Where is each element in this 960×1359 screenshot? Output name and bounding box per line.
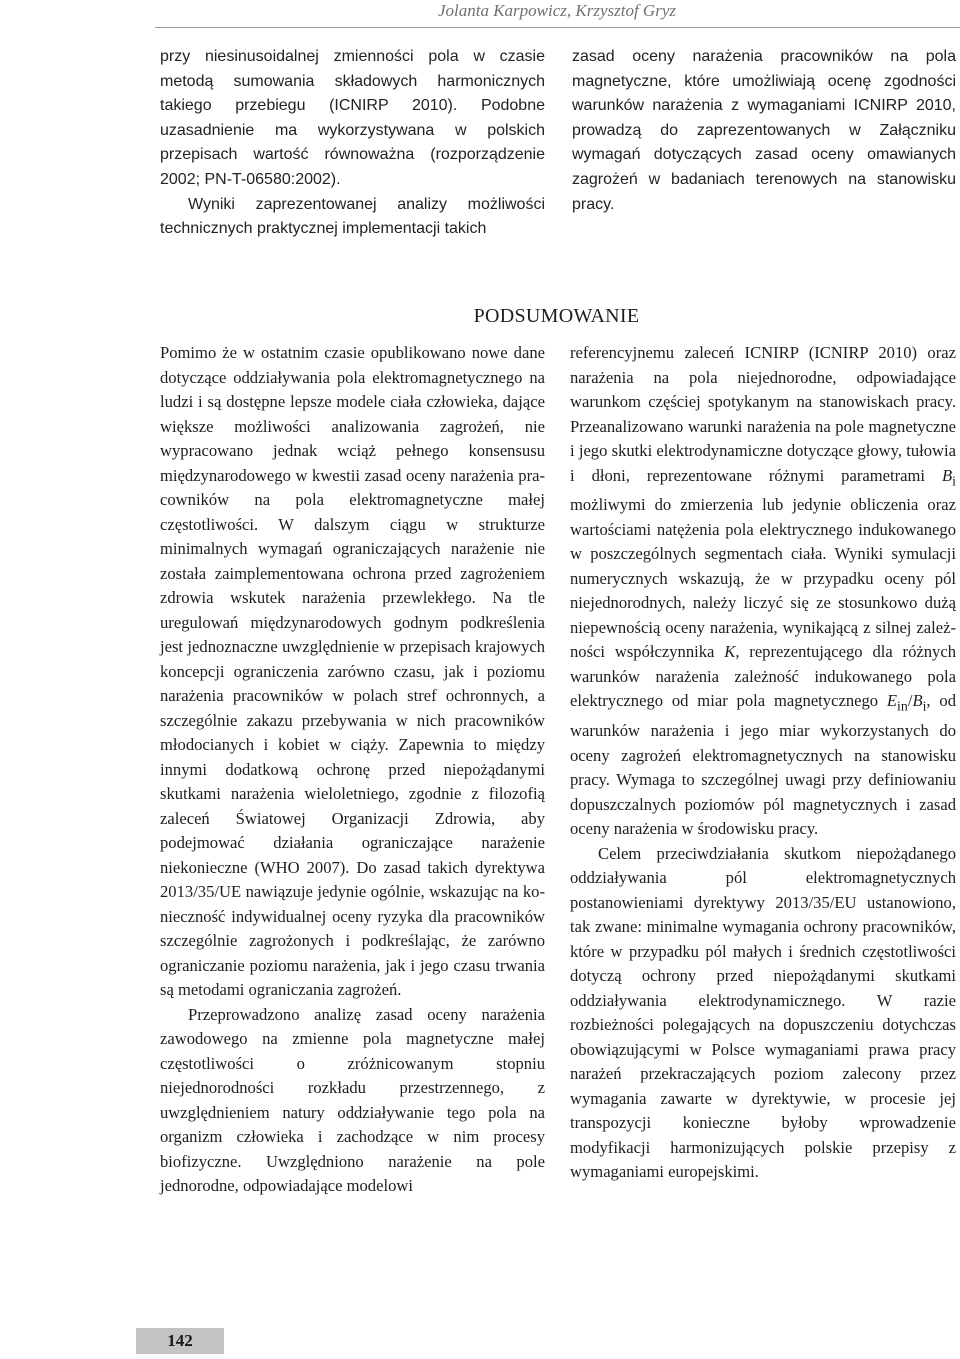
text-run: referencyjnemu zaleceń ICNIRP (ICNIRP 2010) oraz narażenia na pola niejednorodne, odpowiadające warunkom częściej spotykanym na stanowiskach pracy. Przeanalizowano warunki narażenia na pole magnetyczne i jego skutki elektrodynamiczne dotyczące głowy, tułowia i dłoni, reprezentowane różnymi parametrami — [570, 343, 956, 485]
text-run: , reprezentującego dla różnych warunków narażenia zależność indukowanego pola elektrycznego od miar pola magnetycznego — [570, 642, 956, 711]
text-run: możliwymi do zmierzenia lub jedynie obliczenia oraz wartościami natężenia pola elektrycznego indukowanego w poszczególnych segmentach ciała. Wyniki symulacji numerycznych wskazują, że w przypadku oceny pól niejednorodnych, należy liczyć się ze stosunkowo dużą niepewnością oceny narażenia, wynikającą z silnej zależności współczynnika — [570, 495, 956, 662]
bottom-left-column — [160, 341, 545, 1199]
top-right-paragraph-1: zasad oceny narażenia pracowników na pola magnetyczne, które umożliwiają ocenę zgodności warunków narażenia z wymaganiami ICNIRP 2010, prowadzą do zaprezentowanych w Załączniku wymagań dotyczących zasad oceny omawianych zagrożeń w badaniach terenowych na stanowisku pracy. — [572, 48, 956, 213]
text-run: , od warunków narażenia i jego miar wykorzystanych do oceny zagrożeń elektromagnetycznych na stanowisku pracy. Wymaga to szczególnej uwagi przy definiowaniu dopuszczalnych poziomów pól magnetycznych i zasad oceny narażenia w środowisku pracy. — [570, 691, 956, 839]
slash: / — [907, 691, 913, 711]
subscript-in: in — [897, 698, 908, 714]
bottom-right-paragraph-1 — [570, 341, 956, 842]
top-right-column — [572, 45, 956, 217]
symbol-K: K — [724, 642, 736, 662]
top-left-paragraph-2: Wyniki zaprezentowanej analizy możliwości technicznych praktycznej implementacji takich — [160, 195, 545, 238]
bottom-right-paragraph-2: Celem przeciwdziałania skutkom niepożądanego oddziaływania pól elektromagnetycznych postanowieniami dyrektywy 2013/35/EU ustanowiono, tak zwane: minimalne wymagania ochrony pracowników, które w przypadku pól małych i średnich częstotliwości dotyczą ochrony przed niepożądanymi skutkami oddziaływania elektrodynamicznego. W razie rozbieżności polegających na dopuszczeniu dotychczas obowiązującymi w Polsce wymaganiami prawa pracy narażeń przekraczających poziom zalecony przez wymagania zawarte w dyrektywie, w procesie jej transpozycji konieczne byłoby wprowadzenie modyfikacji harmonizujących polskie przepisy z wymaganiami europejskimi. — [570, 843, 956, 1182]
top-left-paragraph-1: przy niesinusoidalnej zmienności pola w czasie metodą sumowania składowych harmonicznych takiego przebiegu (ICNIRP 2010). Podobne uzasadnienie ma wykorzystywana w polskich przepisach wartość równoważna (rozporządzenie 2002; PN-T-06580:2002). — [160, 48, 545, 188]
subscript-i-2: i — [922, 698, 927, 714]
top-left-column — [160, 45, 545, 242]
running-header: Jolanta Karpowicz, Krzysztof Gryz — [437, 1, 676, 20]
page-number: 142 — [167, 1331, 193, 1350]
symbol-B-2: B — [912, 691, 923, 711]
symbol-E: E — [886, 691, 898, 711]
header-rule — [155, 27, 960, 28]
bottom-left-paragraph-2: Przeprowadzono analizę zasad oceny narażenia zawodowego na zmienne pola magnetyczne małej częstotliwości o zróżnicowanym stopniu niejednorodności rozkładu przestrzennego, z uwzględnieniem natury oddziaływanie tego pola na organizm człowieka i zachodzące w nim procesy biofizyczne. Uwzględniono narażenie na pole jednorodne, odpowiadające modelowi — [160, 1004, 545, 1195]
section-heading: PODSUMOWANIE — [473, 304, 640, 327]
symbol-B: B — [942, 465, 953, 485]
bottom-right-column — [570, 341, 956, 1185]
bottom-left-paragraph-1: Pomimo że w ostatnim czasie opublikowano nowe dane dotyczące oddziaływania pola elektromagnetycznego na ludzi i są dostępne lepsze modele ciała człowieka, dające większe możliwości analizowania zagrożeń, nie wypracowano jednak wciąż pełnego konsensusu międzynarodowego w kwestii zasad oceny narażenia pracowników na pola elektromagnetyczne małej częstotliwości. W dalszym ciągu w strukturze minimalnych wymagań ograniczających narażenie nie została zaimplementowana ochrona przed zagrożeniem zdrowia wskutek narażenia przewlekłego. Na tle uregulowań międzynarodowych godnym podkreślenia jest jednoznaczne uwzględnienie w przepisach krajowych koncepcji ograniczenia zarówno czasu, jak i poziomu narażenia pracowników w polach stref ochronnych, a szczególnie zakazu przebywania w nich pracowników młodocianych i kobiet w ciąży. Zapewnia to między innymi dodatkową ochronę przed niepożądanymi skutkami narażenia wieloletniego, zgodnie z filozofią zaleceń Światowej Organizacji Zdrowia, aby podejmować działania ograniczające narażenie niekonieczne (WHO 2007). Do zasad takich dyrektywa 2013/35/UE nawiązuje jedynie ogólnie, wskazując na konieczność indywidualnej oceny ryzyka dla pracowników szczególnie zagrożonych i podkreślając, że zarówno ograniczanie poziomu narażenia, jak i jego czasu trwania są metodami ograniczania zagrożeń. — [160, 343, 545, 999]
subscript-i: i — [952, 472, 956, 488]
